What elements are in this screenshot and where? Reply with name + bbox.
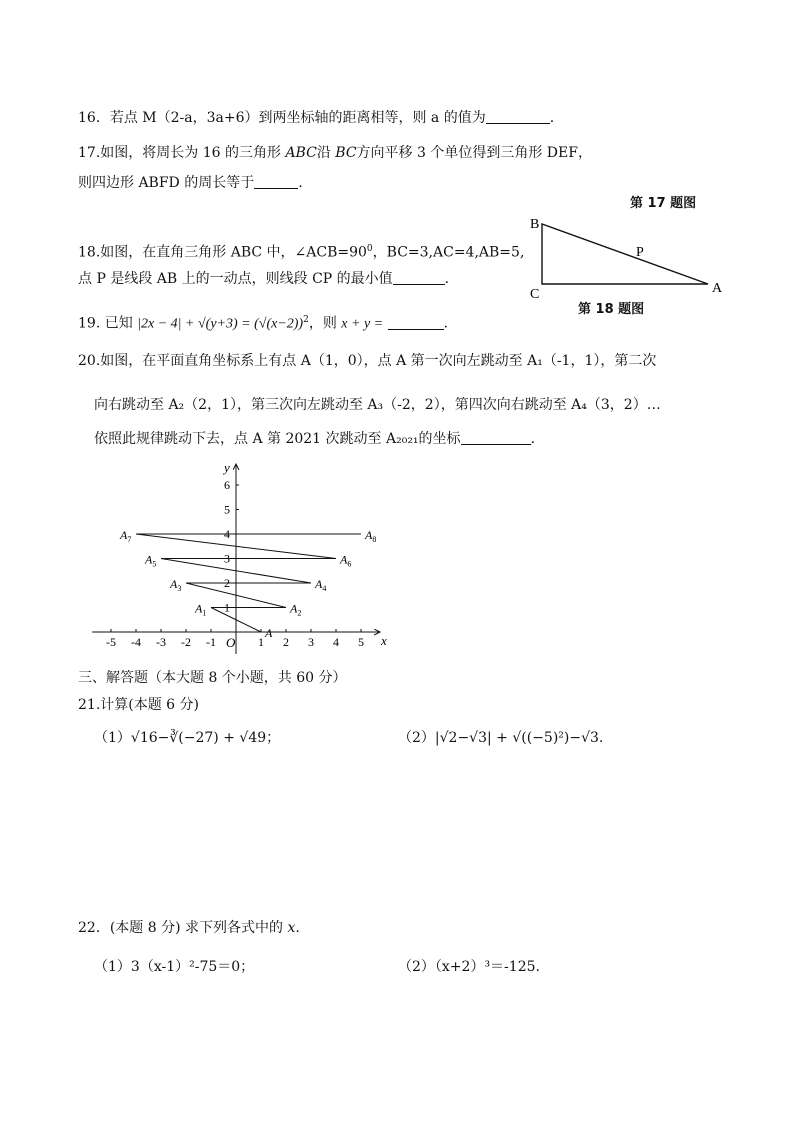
question-18-line1: 18.如图，在直角三角形 ABC 中，$\angle ACB=90^0$，BC=3,AC=4,AB=5, <box>78 244 525 261</box>
x-tick-label: 2 <box>283 635 289 649</box>
q19-target: x + y = <box>341 316 384 332</box>
point-label-a6: $A_6$ <box>340 552 352 569</box>
question-22-title: 22．(本题 8 分) 求下列各式中的 x. <box>78 920 300 936</box>
origin-label: O <box>226 635 236 650</box>
y-tick-label: 1 <box>224 600 230 615</box>
x-tick-label: -1 <box>206 635 216 649</box>
point-label-a4: $A_4$ <box>315 577 327 593</box>
question-20-line2: 向右跳动至 A₂（2，1），第三次向左跳动至 A₃（-2，2），第四次向右跳动至 A₄（3，2）… <box>94 397 661 413</box>
x-tick-label: 1 <box>258 635 264 649</box>
question-20-line3: 依照此规律跳动下去，点 A 第 2021 次跳动至 A₂₀₂₁的坐标 . <box>94 431 536 447</box>
x-tick-label: -4 <box>131 635 141 649</box>
question-17-line2: 则四边形 ABFD 的周长等于 . <box>78 175 303 191</box>
figure-18-caption: 第 18 题图 <box>578 302 645 317</box>
point-label-a5: $A_5$ <box>145 552 157 569</box>
x-tick-label: -5 <box>106 635 116 649</box>
y-axis-label: y <box>224 460 230 475</box>
vertex-b-label: B <box>530 217 540 232</box>
question-21-title: 21.计算(本题 6 分) <box>78 697 199 713</box>
q21-part-2: （2）|√2−√3| + √((−5)²)−√3. <box>398 730 604 746</box>
question-19: 19. 已知 $|2x - 4| + √(y+3) = (√(x-2))^2$，则 x + y = . <box>78 315 449 332</box>
q17-answer-blank[interactable] <box>254 174 298 189</box>
q19-equation: |2x − 4| + √(y+3) = (√(x−2)) <box>137 316 304 332</box>
question-16: 16．若点 M（2-a，3a+6）到两坐标轴的距离相等，则 a 的值为 . <box>78 110 555 126</box>
y-tick-label: 6 <box>224 478 230 492</box>
vertex-a-label: A <box>712 281 723 296</box>
vertex-c-label: C <box>530 287 540 302</box>
coordinate-graph <box>88 458 398 658</box>
point-p-label: P <box>636 245 644 260</box>
q16-answer-blank[interactable] <box>486 109 550 124</box>
point-label-a2: $A_2$ <box>290 601 302 618</box>
point-label-a: A <box>265 626 273 640</box>
q16-text: 16．若点 M（2-a，3a+6）到两坐标轴的距离相等，则 a 的值为 <box>78 110 486 126</box>
triangle-abc-label: ABC <box>285 145 317 161</box>
x-tick-label: -3 <box>156 635 166 649</box>
y-tick-label: 2 <box>224 576 230 590</box>
x-tick-label: 5 <box>358 635 364 649</box>
q20-answer-blank[interactable] <box>461 430 531 445</box>
point-label-a3: $A_3$ <box>170 577 182 593</box>
point-label-a7: $A_7$ <box>120 528 132 544</box>
q22-part-1: （1）3（x-1）²-75＝0； <box>94 959 255 975</box>
point-label-a1: $A_1$ <box>195 601 207 618</box>
point-label-a8: $A_8$ <box>365 528 377 544</box>
y-tick-label: 4 <box>224 527 230 541</box>
question-20-line1: 20.如图，在平面直角坐标系上有点 A（1，0），点 A 第一次向左跳动至 A₁（-1，1），第二次 <box>78 353 657 369</box>
y-tick-label: 5 <box>224 502 230 517</box>
triangle-abc-shape <box>542 224 708 284</box>
x-tick-label: 3 <box>308 635 314 649</box>
q19-answer-blank[interactable] <box>388 315 444 330</box>
x-tick-label: -2 <box>181 635 191 649</box>
q18-answer-blank[interactable] <box>393 270 445 285</box>
segment-bc-label: BC <box>335 145 357 161</box>
section-3-heading: 三、解答题（本大题 8 个小题，共 60 分） <box>78 670 347 686</box>
q21-part-1: （1）√16−∛(−27) + √49； <box>94 730 281 746</box>
question-18-line2: 点 P 是线段 AB 上的一动点，则线段 CP 的最小值 . <box>78 271 450 287</box>
x-axis-label: x <box>381 633 387 648</box>
q22-part-2: （2）（x+2）³＝-125. <box>398 959 540 975</box>
y-tick-label: 3 <box>224 551 230 566</box>
x-tick-label: 4 <box>333 635 339 649</box>
question-17-line1: 17.如图，将周长为 16 的三角形 ABC沿 BC方向平移 3 个单位得到三角形 DEF， <box>78 145 592 161</box>
figure-17-caption: 第 17 题图 <box>630 196 697 211</box>
